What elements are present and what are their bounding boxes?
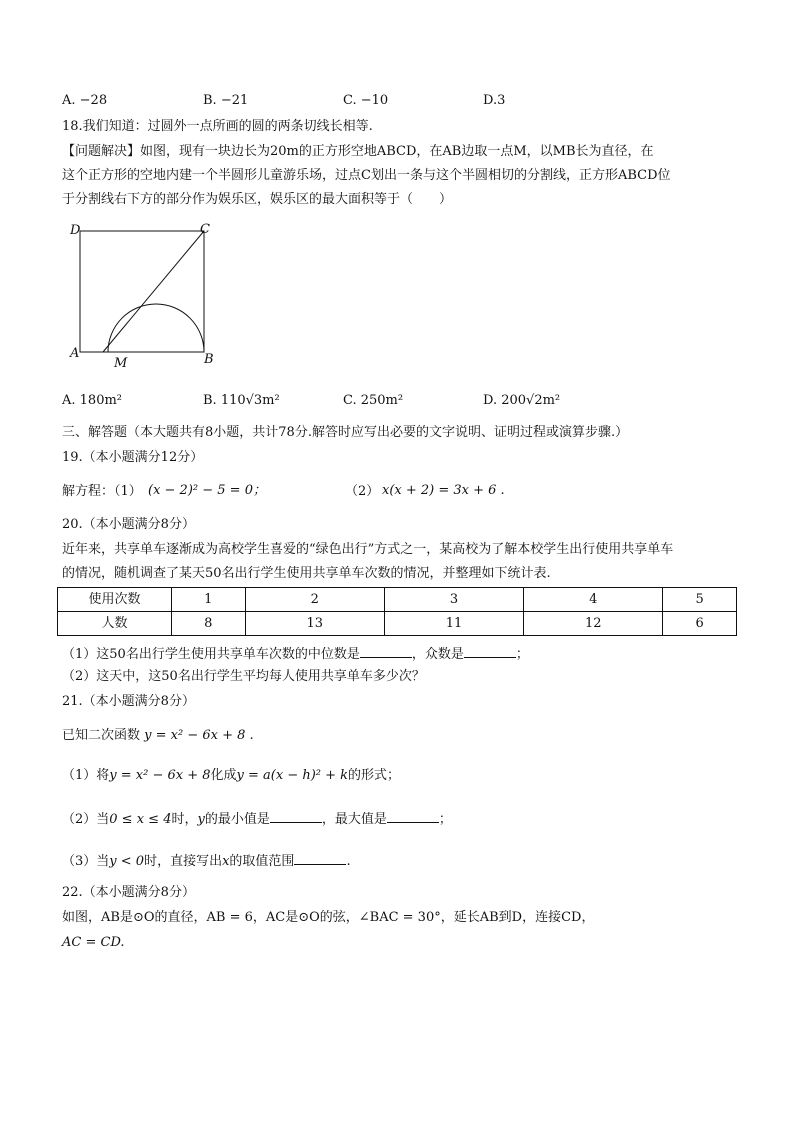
q17-option-c: C. −10: [343, 93, 389, 108]
q17-option-b: B. −21: [203, 93, 249, 108]
table-cell: 6: [663, 612, 737, 636]
q21-given: [62, 729, 254, 742]
q18-line1: 【问题解决】如图，现有一块边长为20m的正方形空地ABCD，在AB边取一点M，以MB长为直径，在: [62, 144, 654, 159]
q21-title: 21.（本小题满分8分）: [62, 694, 195, 709]
table-cell: 3: [384, 588, 523, 612]
section3-heading: 三、解答题（本大题共有8小题，共计78分.解答时应写出必要的文字说明、证明过程或演算步骤.）: [62, 425, 629, 440]
q21-s1-eq1: y = x² − 6x + 8: [109, 768, 211, 783]
q18-stem: 18.我们知道：过圆外一点所画的圆的两条切线长相等.: [62, 119, 373, 134]
q20-line1: 近年来，共享单车逐渐成为高校学生喜爱的“绿色出行”方式之一，某高校为了解本校学生出行使用共享单车: [62, 542, 674, 557]
q18-line2: 这个正方形的空地内建一个半圆形儿童游乐场，过点C划出一条与这个半圆相切的分割线，正方形ABCD位: [62, 168, 671, 183]
tangent-line-cm: [103, 231, 204, 352]
q17-option-a: A. −28: [62, 93, 108, 108]
table-cell: 2: [245, 588, 384, 612]
q21-sub3: [62, 852, 351, 868]
q20-title: 20.（本小题满分8分）: [62, 517, 195, 532]
label-a: A: [70, 346, 80, 361]
q21-s3-end: .: [346, 854, 351, 869]
q21-s1-eq2: y = a(x − h)² + k: [236, 768, 349, 783]
q19-eq2: x(x + 2) = 3x + 6 .: [382, 483, 505, 498]
square-abcd: [80, 231, 204, 352]
label-c: C: [200, 222, 210, 237]
q21-s2-suffix: ；: [438, 812, 452, 827]
table-cell: 5: [663, 588, 737, 612]
table-cell: 13: [245, 612, 384, 636]
q22-title: 22.（本小题满分8分）: [62, 885, 195, 900]
q18-option-c: C. 250m²: [343, 393, 404, 408]
table-header-cell: 使用次数: [58, 588, 172, 612]
q22-line1: 如图，AB是⊙O的直径，AB = 6，AC是⊙O的弦，∠BAC = 30°，延长AB到D，连接CD，: [62, 910, 595, 925]
table-row: [58, 612, 737, 636]
label-b: B: [204, 352, 214, 367]
q21-s3-cond: y < 0: [109, 854, 145, 869]
q20-sub1-b: ，众数是: [411, 647, 464, 662]
answer-blank: [464, 645, 516, 658]
q21-s1-prefix: （1）将: [62, 768, 110, 783]
q20-sub1-a: （1）这50名出行学生使用共享单车次数的中位数是: [62, 647, 360, 662]
q20-sub2: （2）这天中，这50名出行学生平均每人使用共享单车多少次？: [62, 669, 425, 684]
q19-eq1: (x − 2)² − 5 = 0；: [148, 483, 266, 498]
q21-s3-suffix: 的取值范围: [229, 854, 295, 869]
q18-line3: 于分割线右下方的部分作为娱乐区，娱乐区的最大面积等于（ ）: [62, 192, 453, 207]
q21-s2-mid1: 时，: [171, 812, 198, 827]
q21-given-prefix: 已知二次函数: [62, 728, 141, 743]
stats-table: [57, 587, 737, 636]
answer-blank: [387, 810, 439, 823]
q21-s2-cond: 0 ≤ x ≤ 4: [109, 812, 172, 827]
square-semicircle-figure: [62, 219, 222, 371]
q20-sub1-c: ；: [515, 647, 529, 662]
table-cell: 12: [524, 612, 663, 636]
q21-s1-suffix: 的形式；: [348, 768, 401, 783]
q21-s2-y: y: [197, 812, 205, 827]
q18-option-d: D. 200√2m²: [483, 393, 561, 408]
table-cell: 4: [524, 588, 663, 612]
answer-blank: [360, 645, 412, 658]
q21-sub2: [62, 810, 452, 826]
q19-title: 19.（本小题满分12分）: [62, 450, 204, 465]
table-cell: 1: [172, 588, 246, 612]
q21-sub1: [62, 769, 400, 782]
q21-given-eq: y = x² − 6x + 8 .: [144, 728, 254, 743]
q18-option-b: B. 110√3m²: [203, 393, 280, 408]
table-cell: 11: [384, 612, 523, 636]
q21-s2-prefix: （2）当: [62, 812, 110, 827]
q21-s3-mid: 时，直接写出: [144, 854, 223, 869]
label-m: M: [114, 356, 128, 371]
q22-line2: AC = CD.: [62, 935, 125, 950]
q19-prefix: 解方程：（1）: [62, 484, 142, 499]
q21-s1-mid: 化成: [210, 768, 237, 783]
q21-s3-prefix: （3）当: [62, 854, 110, 869]
q18-option-a: A. 180m²: [62, 393, 123, 408]
q20-line2: 的情况，随机调查了某天50名出行学生使用共享单车次数的情况，并整理如下统计表.: [62, 566, 551, 581]
table-cell: 8: [172, 612, 246, 636]
table-row: [58, 588, 737, 612]
q17-option-d: D.3: [483, 93, 506, 108]
q21-s2-mid2: 的最小值是: [204, 812, 270, 827]
q21-s2-mid3: ，最大值是: [321, 812, 387, 827]
table-header-cell: 人数: [58, 612, 172, 636]
q19-label2: （2）: [345, 484, 380, 499]
answer-blank: [294, 852, 346, 865]
q20-sub1: [62, 645, 529, 661]
label-d: D: [70, 223, 81, 238]
q21-s3-x: x: [222, 854, 230, 869]
answer-blank: [270, 810, 322, 823]
